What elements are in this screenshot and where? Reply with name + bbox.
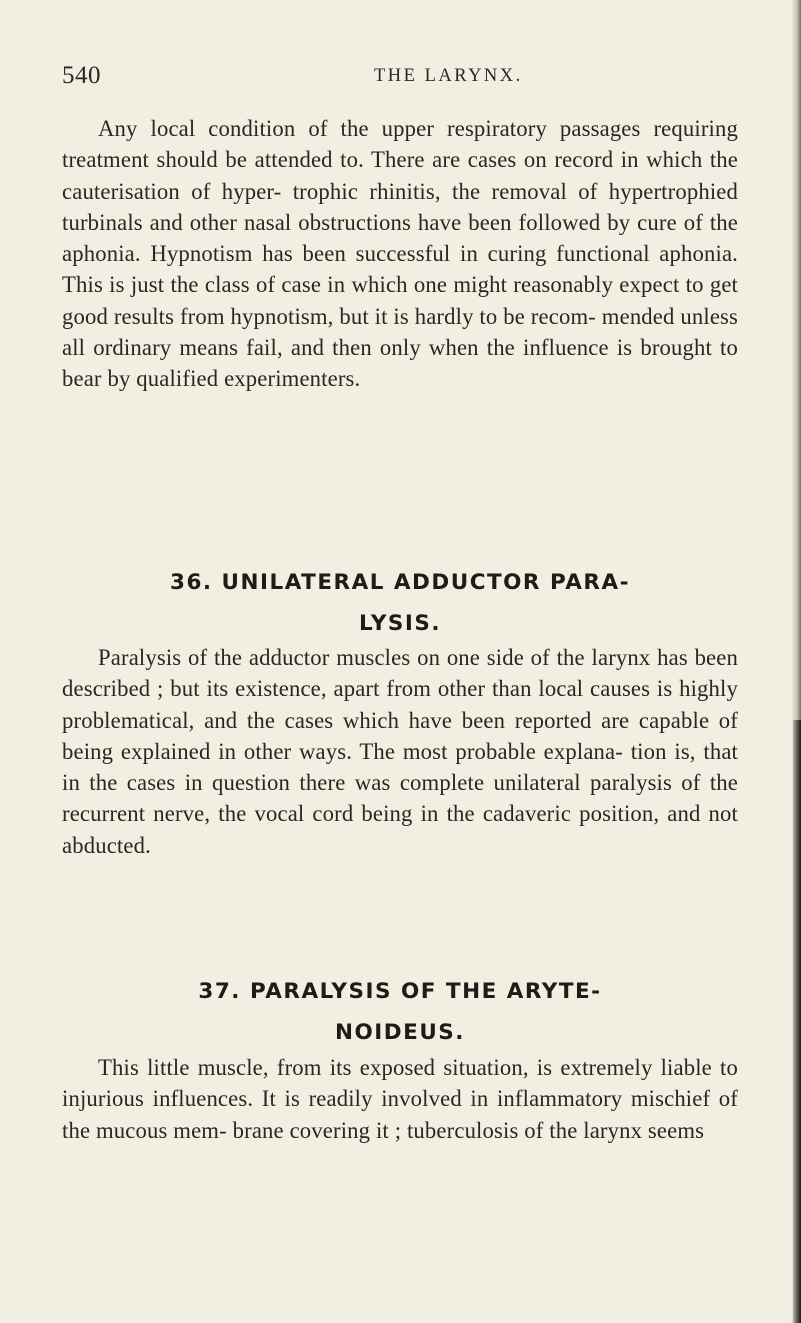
paragraph-section-36: Paralysis of the adductor muscles on one side of the larynx has been described ; but its existence, apart from other than local causes is highly problematical, and the cases which have been reported are capable of being explained in other ways. The most probable explana- tion is, that in the cases in question there was complete unilateral paralysis of the recurrent nerve, the vocal cord being in the cadaveric position, and not abducted. [62,645,738,858]
page-edge-dark [793,720,801,1323]
paragraph-intro: Any local condition of the upper respiratory passages requiring treatment should be attended to. There are cases on record in which the cauterisation of hyper- trophic rhinitis, the removal of hypertrophied turbinals and other nasal obstructions have been followed by cure of the aphonia. Hypnotism has been successful in curing functional aphonia. This is just the class of case in which one might reasonably expect to get good results from hypnotism, but it is hardly to be recom- mended unless all ordinary means fail, and then only when the influence is brought to bear by qualified experimenters. [62,116,738,392]
page-number: 540 [62,62,101,89]
running-title: THE LARYNX. [374,66,523,86]
section-heading-36-line-2: LYSIS. [358,611,442,636]
section-heading-37 [62,971,738,1053]
section-heading-37-line-2: NOIDEUS. [335,1020,465,1045]
section-heading-37-line-1: 37. PARALYSIS OF THE ARYTE- [198,979,602,1004]
section-heading-36-line-1: 36. UNILATERAL ADDUCTOR PARA- [169,570,631,595]
section-heading-36 [62,562,738,644]
paragraph-section-37: This little muscle, from its exposed situation, is extremely liable to injurious influences. It is readily involved in inflammatory mischief of the mucous mem- brane covering it ; tuberculosis of the larynx seems [62,1055,738,1143]
running-head [62,62,742,102]
